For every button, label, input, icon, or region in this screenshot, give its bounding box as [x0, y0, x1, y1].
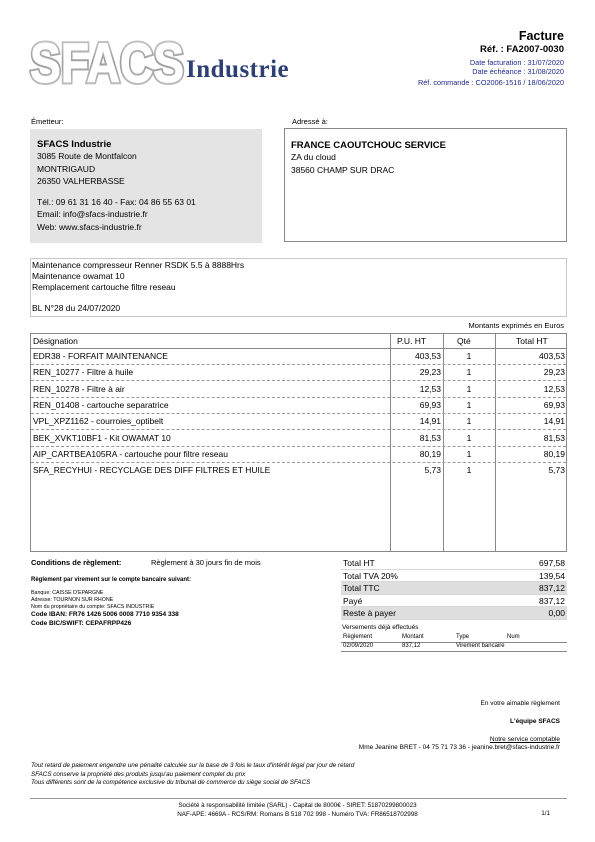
items-table [30, 333, 567, 552]
cell-unit-price: 12,53 [419, 383, 441, 394]
cell-unit-price: 5,73 [424, 465, 441, 476]
cell-quantity: 1 [466, 448, 472, 459]
versements-header-reglement: Règlement [343, 634, 373, 640]
page-number: 1/1 [541, 810, 550, 817]
adresse-label: Adressé à: [292, 117, 328, 126]
legal-line: Tout retard de paiement engendre une pénalité calculée sur la base de 3 fois le taux d'intérêt légal par jour de retard [31, 762, 355, 769]
svg-text:SFACS: SFACS [30, 31, 184, 88]
accounting-contact: Mme Jeanine BRET - 04 75 71 73 36 - jeanine.bret@sfacs-industrie.fr [358, 744, 560, 751]
svg-text:SFACS: SFACS [30, 31, 184, 88]
cell-quantity: 1 [466, 383, 472, 394]
ref-commande: Réf. commande : CO2006-1516 / 18/06/2020 [417, 78, 564, 87]
client-address-line: ZA du cloud [291, 152, 336, 162]
cell-quantity: 1 [466, 432, 472, 443]
footer-line: NAF-APE: 4669A - RCS/RM: Romans B 518 702 998 - Numéro TVA: FR86518702998 [177, 811, 418, 818]
total-value: 139,54 [539, 570, 565, 581]
footer-line: Société à responsabilité limitée (SARL) - Capital de 8000€ - SIRET: 51870299800023 [178, 802, 417, 809]
cell-total: 80,19 [543, 448, 565, 459]
closing-team: L'équipe SFACS [510, 718, 560, 725]
emetteur-address-line: MONTRIGAUD [37, 163, 96, 174]
total-value: 837,12 [539, 595, 565, 606]
header-total: Total HT [516, 336, 548, 346]
date-facturation: Date facturation : 31/07/2020 [469, 58, 564, 67]
cell-total: 29,23 [543, 367, 565, 378]
sfacs-logo [28, 30, 186, 88]
versement-type: Virement bancaire [456, 643, 505, 649]
row-separator [31, 446, 566, 447]
invoice-reference: Réf. : FA2007-0030 [480, 44, 564, 55]
cell-designation: EDR38 - FORFAIT MAINTENANCE [33, 351, 168, 361]
cell-designation: AIP_CARTBEA105RA - cartouche pour filtre reseau [33, 448, 228, 459]
emetteur-box [30, 129, 262, 243]
account-owner: Nom du propriétaire du compte: SFACS INDUSTRIE [31, 604, 155, 610]
total-label: Total HT [343, 558, 375, 568]
iban: Code IBAN: FR76 1426 5006 0008 7710 9354 338 [31, 611, 179, 618]
versements-header [341, 634, 567, 643]
virement-title: Règlement par virement sur le compte bancaire suivant: [31, 577, 192, 583]
conditions-label: Conditions de règlement: [31, 558, 122, 567]
adresse-box [284, 128, 567, 242]
cell-unit-price: 403,53 [415, 351, 441, 361]
emetteur-website: Web: www.sfacs-industrie.fr [37, 221, 142, 232]
description-line: Remplacement cartouche filtre reseau [32, 282, 176, 292]
cell-designation: SFA_RECYHUI - RECYCLAGE DES DIFF FILTRES ET HUILE [33, 465, 271, 476]
row-separator [31, 380, 566, 381]
row-separator [31, 413, 566, 414]
legal-notice [31, 762, 354, 788]
legal-line: Tous différents sont de la compétence exclusive du tribunal de commerce du siège social de SFACS [31, 779, 311, 786]
date-echeance: Date échéance : 31/08/2020 [472, 67, 564, 76]
cell-quantity: 1 [466, 367, 472, 378]
header-pu: P.U. HT [397, 336, 427, 346]
closing-salutation: En votre aimable règlement [480, 700, 560, 707]
invoice-title: Facture [518, 29, 564, 43]
cell-quantity: 1 [466, 465, 472, 476]
cell-total: 81,53 [543, 432, 565, 443]
footer-divider [30, 798, 567, 799]
versements-row [341, 643, 567, 652]
accounting-label: Notre service comptable [489, 736, 560, 743]
cell-designation: REN_10277 - Filtre à huile [33, 367, 134, 378]
description-line: Maintenance owamat 10 [32, 271, 125, 281]
total-row [341, 570, 567, 583]
total-row [341, 582, 567, 595]
versement-amount: 837,12 [402, 643, 421, 649]
total-value: 697,58 [539, 558, 565, 568]
table-header [31, 334, 566, 349]
versements-header-num: Num [507, 634, 520, 640]
emetteur-address-line: 3085 Route de Montfalcon [37, 151, 137, 161]
description-box [30, 258, 567, 317]
total-value: 0,00 [548, 608, 565, 618]
header-designation: Désignation [33, 336, 78, 346]
cell-designation: BEK_XVKT10BF1 - Kit OWAMAT 10 [33, 432, 171, 443]
description-line: Maintenance compresseur Renner RSDK 5.5 à 8888Hrs [32, 260, 245, 270]
total-label: Payé [343, 595, 363, 606]
totals-block [341, 557, 567, 620]
cell-unit-price: 80,19 [419, 448, 441, 459]
versement-date: 02/09/2020 [343, 643, 374, 649]
footer [0, 801, 595, 819]
client-name: FRANCE CAOUTCHOUC SERVICE [291, 140, 447, 151]
row-separator [31, 429, 566, 430]
versements-header-type: Type [456, 634, 470, 640]
cell-unit-price: 14,91 [419, 416, 441, 427]
cell-total: 12,53 [543, 383, 565, 394]
versements-title: Versements déjà effectués [342, 624, 419, 631]
total-label: Total TTC [343, 583, 380, 593]
emetteur-phone: Tél.: 09 61 31 16 40 - Fax: 04 86 55 63 01 [37, 196, 196, 207]
cell-total: 403,53 [539, 351, 565, 361]
montants-note: Montants exprimés en Euros [468, 321, 564, 330]
row-separator [31, 364, 566, 365]
versements-header-montant: Montant [402, 634, 424, 640]
cell-total: 69,93 [543, 399, 565, 410]
row-separator [31, 397, 566, 398]
legal-line: SFACS conserve la propriété des produits jusqu'au paiement complet du prix [31, 770, 246, 778]
total-value: 837,12 [539, 583, 565, 593]
cell-total: 14,91 [543, 416, 565, 427]
cell-designation: REN_01408 - cartouche separatrice [33, 399, 169, 410]
cell-quantity: 1 [466, 399, 472, 410]
total-row [341, 607, 567, 620]
bic-swift: Code BIC/SWIFT: CEPAFRPP426 [31, 620, 132, 627]
total-row [341, 557, 567, 570]
cell-designation: REN_10278 - Filtre à air [33, 383, 125, 394]
header-qte: Qté [457, 336, 471, 346]
total-label: Reste à payer [343, 608, 396, 618]
cell-quantity: 1 [466, 351, 472, 361]
cell-designation: VPL_XPZ1162 - courroies_optibelt [33, 416, 164, 427]
bank-address: Adresse: TOURNON SUR RHONE [31, 597, 114, 603]
total-row [341, 595, 567, 608]
cell-unit-price: 29,23 [419, 367, 441, 378]
logo-industrie-text: Industrie [186, 56, 290, 83]
cell-total: 5,73 [548, 465, 565, 476]
emetteur-name: SFACS Industrie [37, 139, 112, 150]
cell-unit-price: 81,53 [419, 432, 441, 443]
conditions-value: Règlement à 30 jours fin de mois [151, 558, 261, 567]
emetteur-address-line: 26350 VALHERBASSE [37, 176, 125, 186]
cell-unit-price: 69,93 [419, 399, 441, 410]
emetteur-label: Émetteur: [31, 117, 64, 126]
cell-quantity: 1 [466, 416, 472, 427]
client-address-line: 38560 CHAMP SUR DRAC [291, 164, 395, 175]
bon-livraison: BL N°28 du 24/07/2020 [32, 303, 121, 313]
row-separator [31, 462, 566, 463]
total-label: Total TVA 20% [343, 570, 398, 581]
bank-name: Banque: CAISSE D'EPARGNE [31, 590, 104, 596]
emetteur-email: Email: info@sfacs-industrie.fr [37, 209, 148, 219]
